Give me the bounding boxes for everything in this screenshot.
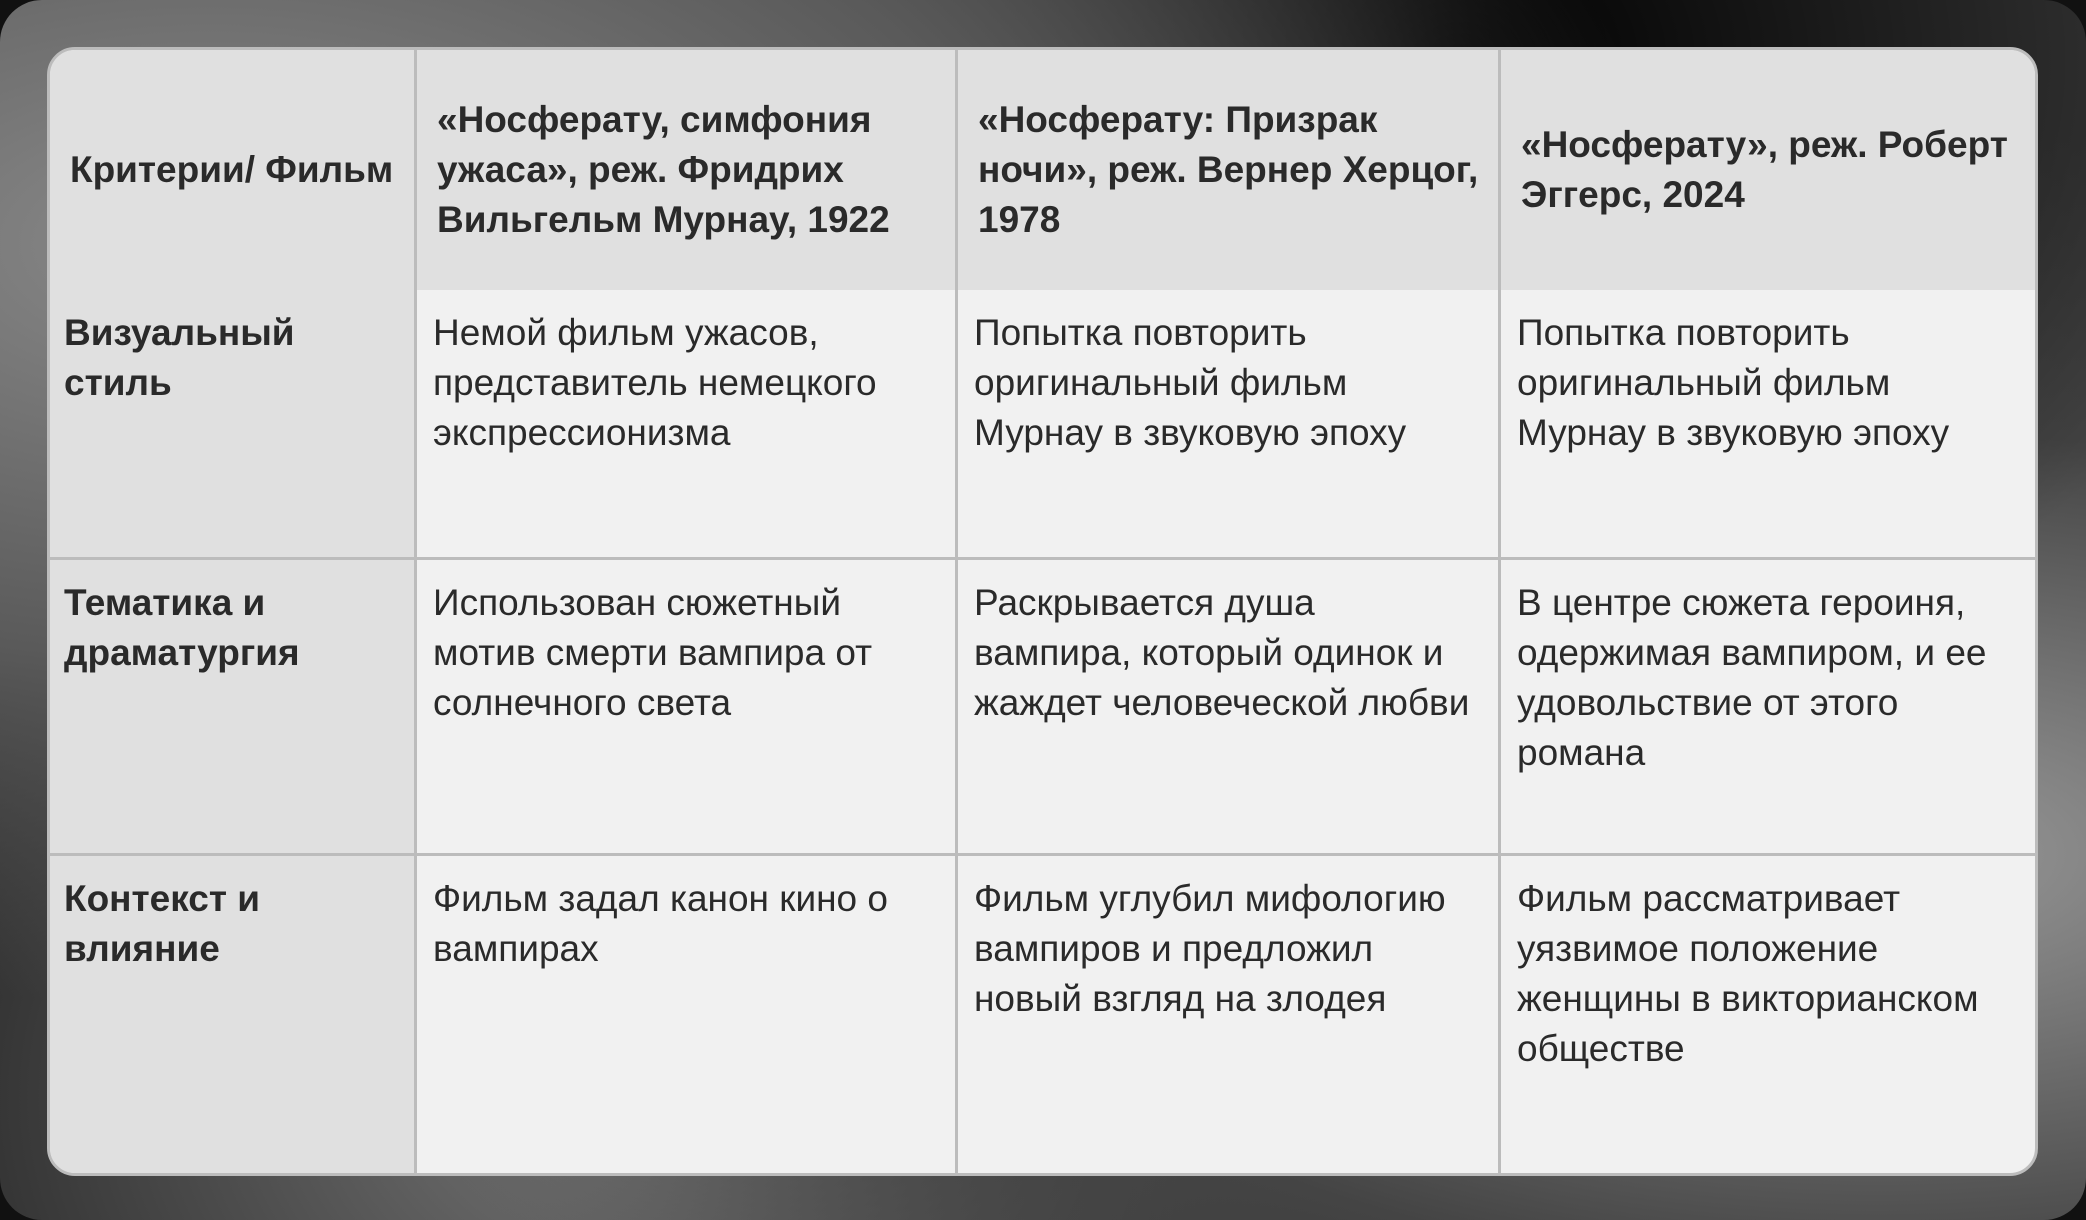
table-cell: Попытка повторить оригинальный фильм Мурнау в звуковую эпоху bbox=[958, 290, 1501, 560]
criterion-cell: Тематика и драматургия bbox=[50, 560, 417, 856]
header-film-1978: «Носферату: Призрак ночи», реж. Вернер Херцог, 1978 bbox=[958, 50, 1501, 290]
table-row bbox=[50, 560, 2035, 856]
table-cell: Попытка повторить оригинальный фильм Мурнау в звуковую эпоху bbox=[1501, 290, 2035, 560]
comparison-table bbox=[47, 47, 2038, 1176]
table-cell: Использован сюжетный мотив смерти вампира от солнечного света bbox=[417, 560, 958, 856]
table-cell: Фильм задал канон кино о вампирах bbox=[417, 856, 958, 1173]
criterion-cell: Визуальный стиль bbox=[50, 290, 417, 560]
table-cell: Раскрывается душа вампира, который одинок и жаждет человеческой любви bbox=[958, 560, 1501, 856]
table-header-row bbox=[50, 50, 2035, 290]
table-cell: Фильм рассматривает уязвимое положение женщины в викторианском обществе bbox=[1517, 878, 1979, 1069]
table-row bbox=[50, 856, 2035, 1173]
criterion-cell: Контекст и влияние bbox=[50, 856, 417, 1173]
header-film-1922: «Носферату, симфония ужаса», реж. Фридрих Вильгельм Мурнау, 1922 bbox=[417, 50, 958, 290]
header-criteria: Критерии/ Фильм bbox=[50, 50, 417, 290]
table-row bbox=[50, 290, 2035, 560]
header-film-2024: «Носферату», реж. Роберт Эггерс, 2024 bbox=[1501, 50, 2035, 290]
table-cell: В центре сюжета героиня, одержимая вампиром, и ее удовольствие от этого романа bbox=[1501, 560, 2035, 856]
table-cell: Немой фильм ужасов, представитель немецкого экспрессионизма bbox=[417, 290, 958, 560]
table-cell: Фильм углубил мифологию вампиров и предложил новый взгляд на злодея bbox=[958, 856, 1501, 1173]
